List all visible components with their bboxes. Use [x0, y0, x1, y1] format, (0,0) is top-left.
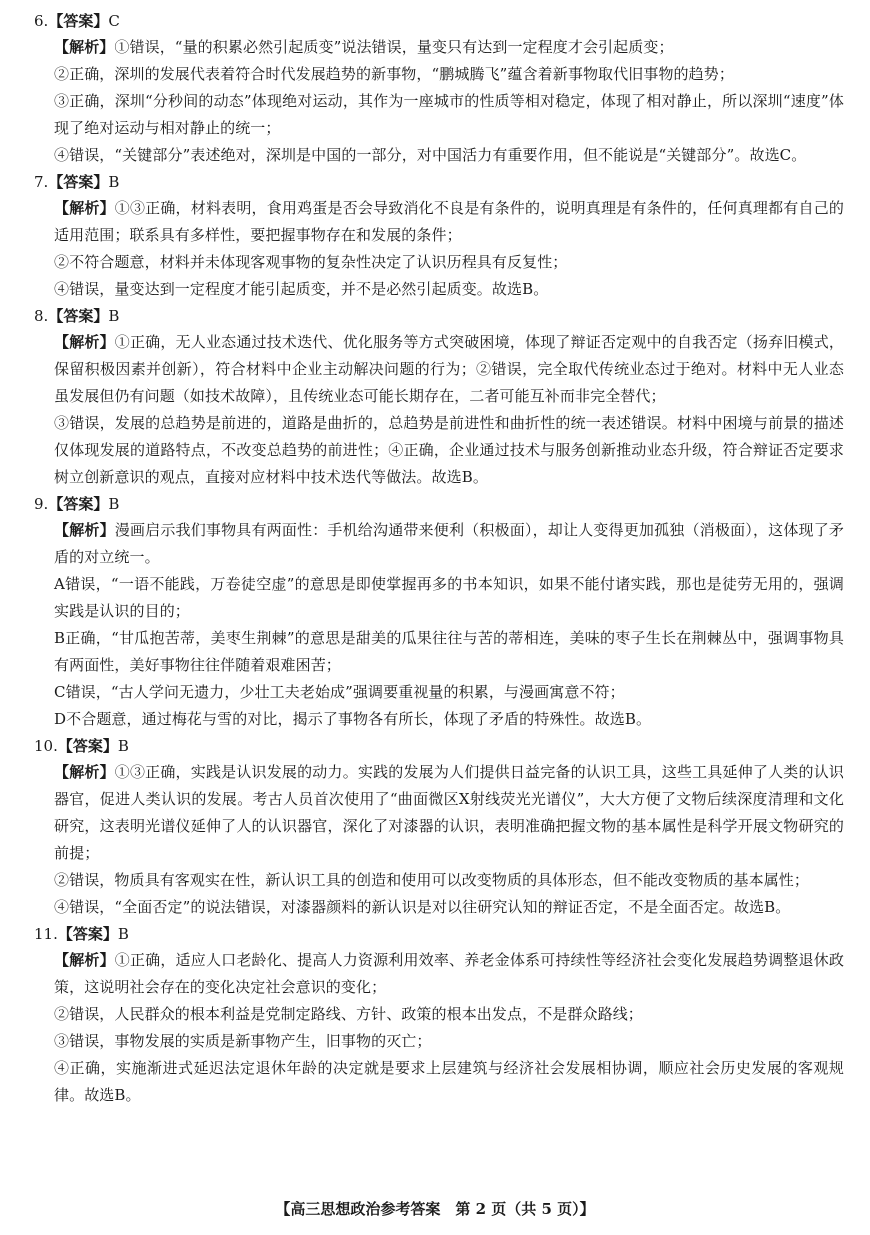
- analysis-label: 【解析】: [54, 521, 115, 539]
- analysis-label: 【解析】: [54, 38, 115, 56]
- answer-label: 【答案】: [57, 737, 118, 755]
- analysis-line: ②错误，人民群众的根本利益是党制定路线、方针、政策的根本出发点，不是群众路线；: [54, 1005, 643, 1023]
- answer-label: 【答案】: [48, 12, 109, 30]
- question-number: 8.: [34, 307, 49, 325]
- answer-line: [34, 303, 844, 329]
- question-9: [34, 491, 844, 733]
- answer-label: 【答案】: [57, 925, 118, 943]
- answer-value: B: [108, 495, 120, 513]
- question-6: [34, 8, 844, 169]
- question-number: 6.: [34, 12, 49, 30]
- analysis-line: 【解析】①③正确，实践是认识发展的动力。实践的发展为人们提供日益完备的认识工具，这些工具延伸了人类的认识器官，促进人类认识的发展。考古人员首次使用了“曲面微区X射线荧光光谱仪”，大大方便了文物后续深度清理和文化研究，这表明光谱仪延伸了人的认识器官，深化了对漆器的认识，表明准确把握文物的基本属性是科学开展文物研究的前提；: [54, 763, 844, 862]
- analysis-line: ②错误，物质具有客观实在性，新认识工具的创造和使用可以改变物质的具体形态，但不能改变物质的基本属性；: [54, 871, 810, 889]
- analysis-line: B正确，“甘瓜抱苦蒂，美枣生荆棘”的意思是甜美的瓜果往往与苦的蒂相连，美味的枣子生长在荆棘丛中，强调事物具有两面性，美好事物往往伴随着艰难困苦；: [54, 629, 844, 674]
- analysis-line: ②正确，深圳的发展代表着符合时代发展趋势的新事物，“鹏城腾飞”蕴含着新事物取代旧事物的趋势；: [54, 65, 734, 83]
- analysis-line: ②不符合题意，材料并未体现客观事物的复杂性决定了认识历程具有反复性；: [54, 253, 568, 271]
- answer-value: B: [108, 307, 120, 325]
- answer-value: C: [108, 12, 120, 30]
- question-8: [34, 303, 844, 491]
- answer-line: [34, 733, 844, 759]
- answer-line: [34, 8, 844, 34]
- analysis-line: ③错误，事物发展的实质是新事物产生，旧事物的灭亡；: [54, 1032, 432, 1050]
- question-number: 10.: [34, 737, 58, 755]
- answer-value: B: [117, 737, 129, 755]
- question-11: [34, 921, 844, 1109]
- answer-value: B: [108, 173, 120, 191]
- question-number: 9.: [34, 495, 49, 513]
- answer-label: 【答案】: [48, 173, 109, 191]
- page-footer: 【高三思想政治参考答案 第 2 页（共 5 页）】: [275, 1200, 595, 1218]
- analysis-label: 【解析】: [54, 333, 115, 351]
- analysis-label: 【解析】: [54, 763, 115, 781]
- question-7: [34, 169, 844, 303]
- analysis-line: ③正确，深圳“分秒间的动态”体现绝对运动，其作为一座城市的性质等相对稳定，体现了相对静止，所以深圳“速度”体现了绝对运动与相对静止的统一；: [54, 92, 844, 137]
- analysis-label: 【解析】: [54, 951, 115, 969]
- answer-label: 【答案】: [48, 495, 109, 513]
- analysis-line: C错误，“古人学问无遗力，少壮工夫老始成”强调要重视量的积累，与漫画寓意不符；: [54, 683, 625, 701]
- analysis-line: ④错误，“全面否定”的说法错误，对漆器颜料的新认识是对以往研究认知的辩证否定，不是全面否定。故选B。: [54, 898, 791, 916]
- analysis-line: ④正确，实施渐进式延迟法定退休年龄的决定就是要求上层建筑与经济社会发展相协调，顺应社会历史发展的客观规律。故选B。: [54, 1059, 844, 1104]
- analysis-label: 【解析】: [54, 199, 115, 217]
- analysis-line: ④错误，“关键部分”表述绝对，深圳是中国的一部分，对中国活力有重要作用，但不能说是“关键部分”。故选C。: [54, 146, 807, 164]
- question-number: 7.: [34, 173, 49, 191]
- question-10: [34, 733, 844, 921]
- analysis-line: 【解析】①正确，适应人口老龄化、提高人力资源利用效率、养老金体系可持续性等经济社会变化发展趋势调整退休政策，这说明社会存在的变化决定社会意识的变化；: [54, 951, 844, 996]
- answer-value: B: [117, 925, 129, 943]
- question-number: 11.: [34, 925, 58, 943]
- analysis-line: D不合题意，通过梅花与雪的对比，揭示了事物各有所长，体现了矛盾的特殊性。故选B。: [54, 710, 652, 728]
- analysis-line: 【解析】漫画启示我们事物具有两面性：手机给沟通带来便利（积极面），却让人变得更加孤独（消极面），这体现了矛盾的对立统一。: [54, 521, 844, 566]
- analysis-line: ④错误，量变达到一定程度才能引起质变，并不是必然引起质变。故选B。: [54, 280, 549, 298]
- analysis-line: 【解析】①错误，“量的积累必然引起质变”说法错误，量变只有达到一定程度才会引起质变；: [54, 38, 674, 56]
- analysis-line: 【解析】①③正确，材料表明，食用鸡蛋是否会导致消化不良是有条件的，说明真理是有条件的，任何真理都有自己的适用范围；联系具有多样性，要把握事物存在和发展的条件；: [54, 199, 844, 244]
- analysis-line: 【解析】①正确，无人业态通过技术迭代、优化服务等方式突破困境，体现了辩证否定观中的自我否定（扬弃旧模式，保留积极因素并创新），符合材料中企业主动解决问题的行为；②错误，完全取代传统业态过于绝对。材料中无人业态虽发展但仍有问题（如技术故障），且传统业态可能长期存在，二者可能互补而非完全替代；: [54, 333, 844, 405]
- answer-line: [34, 169, 844, 195]
- analysis-line: ③错误，发展的总趋势是前进的，道路是曲折的，总趋势是前进性和曲折性的统一表述错误。材料中困境与前景的描述仅体现发展的道路特点，不改变总趋势的前进性；④正确，企业通过技术与服务创新推动业态升级，符合辩证否定要求树立创新意识的观点，直接对应材料中技术迭代等做法。故选B。: [54, 414, 844, 486]
- answer-line: [34, 491, 844, 517]
- answer-label: 【答案】: [48, 307, 109, 325]
- analysis-line: A错误，“一语不能践，万卷徒空虚”的意思是即使掌握再多的书本知识，如果不能付诸实践，那也是徒劳无用的，强调实践是认识的目的；: [54, 575, 844, 620]
- answer-line: [34, 921, 844, 947]
